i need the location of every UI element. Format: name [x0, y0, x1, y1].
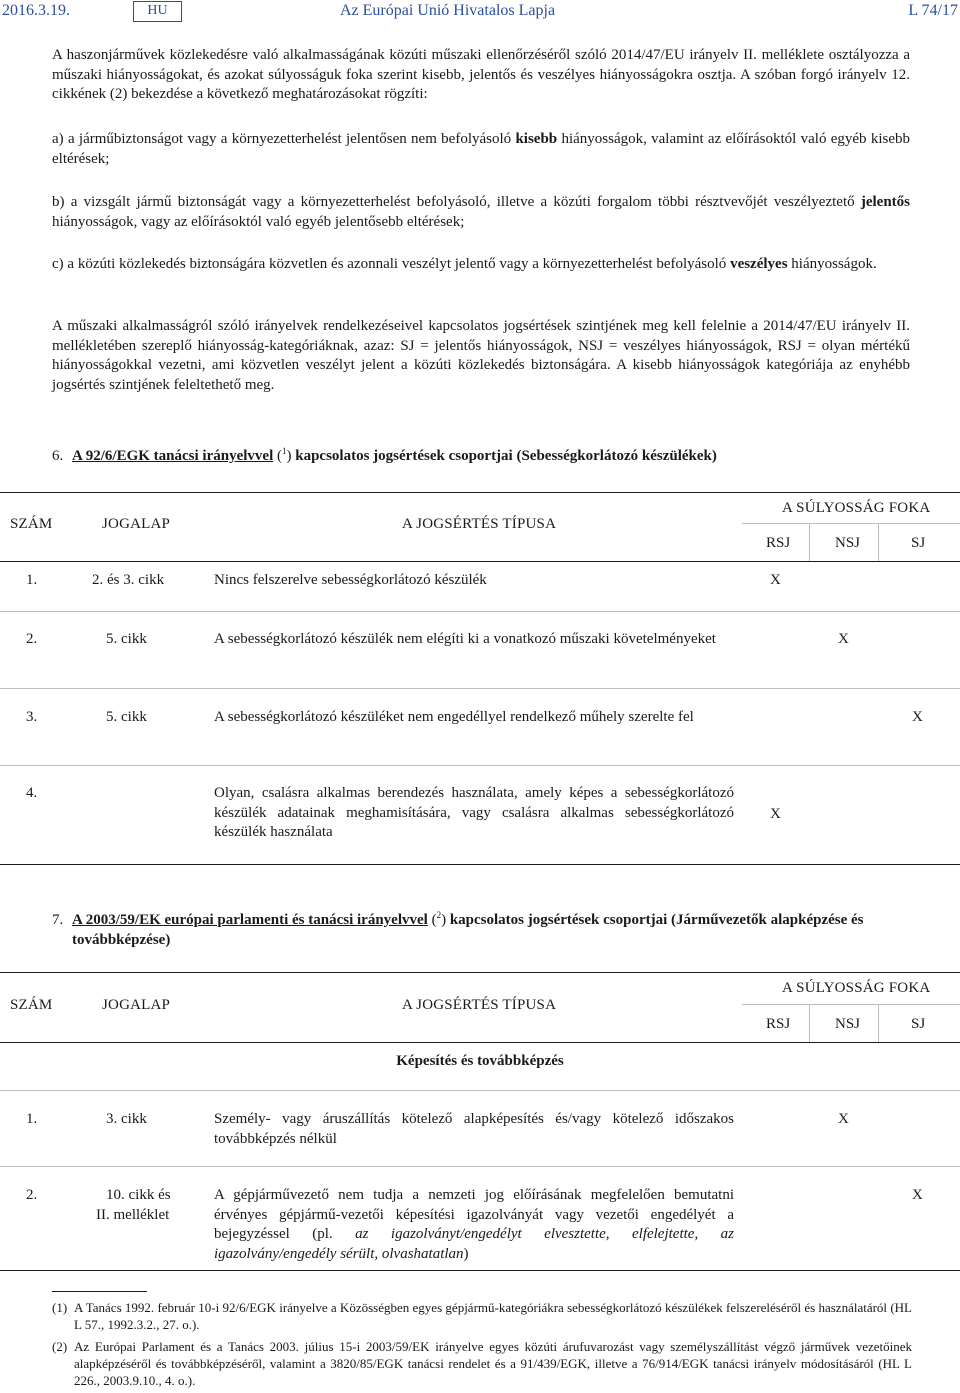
severity-mark-nsj: X [838, 1111, 849, 1127]
row-tipus: A sebességkorlátozó készüléket nem engedéllyel rendelkező műhely szerelte fel [214, 709, 694, 725]
footnote-ref[interactable]: 1 [282, 446, 287, 456]
footnote-separator [52, 1291, 147, 1292]
row-jogalap: 5. cikk [106, 709, 147, 725]
row-jogalap: 3. cikk [106, 1111, 147, 1127]
table-rule [0, 1270, 960, 1271]
col-header-nsj: NSJ [835, 535, 861, 551]
item-label: b) [52, 194, 65, 210]
definition-a [52, 130, 910, 169]
table-rule [0, 972, 960, 973]
row-jogalap-line: 10. cikk és [106, 1187, 171, 1203]
table-rule [0, 492, 960, 493]
intro-paragraph: A haszonjárművek közlekedésre való alkalmasságának közúti műszaki ellenőrzéséről szóló 2014/47/EU irányelv II. melléklete osztályozza a műszaki hiányosságokat, és azokat súlyosságuk foka szerint kisebb, jelentős és veszélyes hiányosságokra osztja. A szóban forgó irányelv 12. cikkének (2) bekezdése a következő meghatározásokat rögzíti: [52, 47, 910, 102]
section-number: 7. [52, 912, 64, 928]
row-tipus: Személy- vagy áruszállítás kötelező alapképesítés és/vagy kötelező időszakos továbbképzés nélkül [214, 1111, 734, 1147]
page-number: L 74/17 [908, 2, 958, 19]
col-header-rsj: RSJ [766, 535, 791, 551]
col-header-tipus: A JOGSÉRTÉS TÍPUSA [402, 997, 557, 1013]
row-tipus: Olyan, csalásra alkalmas berendezés használata, amely képes a sebességkorlátozó készülék adatainak meghamisítására, vagy csalásra alkalmas sebességkorlátozó készülék használata [214, 785, 734, 840]
table-rule [0, 864, 960, 865]
header-subrule [742, 1004, 960, 1005]
row-divider [0, 765, 960, 766]
col-header-nsj: NSJ [835, 1016, 861, 1032]
section-number: 6. [52, 448, 64, 464]
publication-date: 2016.3.19. [2, 2, 70, 19]
definition-c [52, 255, 910, 275]
severity-mark-nsj: X [838, 631, 849, 647]
page-header [0, 0, 960, 24]
directive-link[interactable]: A 2003/59/EK európai parlamenti és tanácsi irányelvvel [72, 912, 428, 928]
journal-title: Az Európai Unió Hivatalos Lapja [340, 2, 556, 19]
severity-mark-sj: X [912, 709, 923, 725]
item-text-pre: a vizsgált jármű biztonságát vagy a környezetterhelést befolyásoló, illetve a közúti forgalom többi résztvevőjét veszélyeztető [70, 194, 861, 210]
item-text-bold: kisebb [515, 131, 558, 147]
row-jogalap [96, 1186, 206, 1225]
col-header-jogalap: JOGALAP [102, 997, 171, 1013]
col-header-tipus: A JOGSÉRTÉS TÍPUSA [402, 516, 557, 532]
col-header-szam: SZÁM [10, 516, 53, 532]
severity-mark-rsj: X [770, 572, 781, 588]
row-tipus: A sebességkorlátozó készülék nem elégíti ki a vonatkozó műszaki követelményeket [214, 631, 716, 647]
row-jogalap: 5. cikk [106, 631, 147, 647]
header-divider [878, 524, 879, 561]
row-tipus-pre: A gépjárművezető nem tudja a nemzeti jog előírásának megfelelően bemutatni érvényes gépjármű-vezetői képesítési igazolványát vagy vezetői engedélyét a bejegyzéssel (pl. [214, 1187, 734, 1242]
col-header-jogalap: JOGALAP [102, 516, 171, 532]
table-subheader: Képesítés és továbbképzés [396, 1053, 564, 1069]
table-rule [0, 1042, 960, 1043]
col-header-szam: SZÁM [10, 997, 53, 1013]
row-divider [0, 1090, 960, 1091]
footnote-text: A Tanács 1992. február 10-i 92/6/EGK irányelve a Közösségben egyes gépjármű-kategóriákra sebességkorlátozó készülékek felszereléséről és használatáról (HL L 57., 1992.3.2., 27. o.). [74, 1300, 912, 1332]
footnote-2 [52, 1338, 912, 1389]
section-6-title: 6. A 92/6/EGK tanácsi irányelvvel ($^1$) kapcsolatos jogsértések csoportjai (Sebességkorlátozó készülékek) [52, 447, 912, 467]
row-divider [0, 611, 960, 612]
item-label: a) [52, 131, 64, 147]
col-header-sj: SJ [911, 535, 926, 551]
item-label: c) [52, 256, 64, 272]
row-divider [0, 688, 960, 689]
col-header-rsj: RSJ [766, 1016, 791, 1032]
header-divider [809, 524, 810, 561]
row-tipus [214, 1186, 734, 1264]
header-divider [809, 1005, 810, 1042]
section-title-text: kapcsolatos jogsértések csoportjai (Járművezetők alapképzése és továbbképzése) [72, 912, 864, 948]
row-szam: 3. [26, 709, 38, 725]
directive-link[interactable]: A 92/6/EGK tanácsi irányelvvel [72, 448, 274, 464]
header-subrule [742, 523, 960, 524]
section-7-title: 7. A 2003/59/EK európai parlamenti és tanácsi irányelvvel ($^2$) kapcsolatos jogsértések csoportjai (Járművezetők alapképzése és továbbképzése) [52, 910, 864, 948]
item-text-bold: jelentős [860, 194, 911, 210]
col-header-foka: A SÚLYOSSÁG FOKA [782, 500, 931, 516]
row-jogalap-line: II. melléklet [96, 1206, 170, 1223]
item-text-post: hiányosságok. [787, 256, 877, 272]
item-text-pre: a járműbiztonságot vagy a környezetterhelést jelentősen nem befolyásoló [67, 131, 516, 147]
footnote-1 [52, 1299, 912, 1333]
item-text-pre: a közúti közlekedés biztonságára közvetlen és azonnali veszélyt jelentő vagy a környezetterhelést befolyásoló [67, 256, 731, 272]
row-szam: 2. [26, 631, 38, 647]
row-szam: 1. [26, 572, 38, 588]
item-text-bold: veszélyes [730, 256, 788, 272]
row-szam: 2. [26, 1187, 38, 1203]
row-tipus: Nincs felszerelve sebességkorlátozó készülék [214, 572, 487, 588]
row-szam: 4. [26, 785, 38, 801]
language-badge: HU [133, 1, 182, 22]
severity-mark-sj: X [912, 1187, 923, 1203]
footnote-mark: (1) [52, 1300, 68, 1315]
section-title-text: kapcsolatos jogsértések csoportjai (Sebességkorlátozó készülékek) [291, 448, 717, 464]
row-jogalap: 2. és 3. cikk [92, 572, 165, 588]
col-header-foka: A SÚLYOSSÁG FOKA [782, 980, 931, 996]
definition-b [52, 193, 910, 232]
item-text-post: hiányosságok, vagy az előírásoktól való egyéb jelentősebb eltérések; [52, 213, 465, 230]
item-text-post: hiányosságok, valamint az előírásoktól való egyéb kisebb eltérések; [52, 131, 911, 167]
closing-paragraph: A műszaki alkalmasságról szóló irányelvek rendelkezéseivel kapcsolatos jogsértések szintjének meg kell felelnie a 2014/47/EU irányelv II. mellékletében szereplő hiányosság-kategóriáknak, azaz: SJ = jelentős hiányosságok, NSJ = veszélyes hiányosságok, RSJ = olyan mértékű hiányosságokkal vezetni, ami közvetlen veszélyt jelent a közúti közlekedés biztonságára. A kisebb hiányosságok kategóriája az enyhébb jogsértés szintjének feleltethető meg. [52, 318, 910, 393]
header-divider [878, 1005, 879, 1042]
footnote-mark: (2) [52, 1339, 68, 1354]
table-rule [0, 561, 960, 562]
severity-mark-rsj: X [770, 806, 781, 822]
col-header-sj: SJ [911, 1016, 926, 1032]
footnote-text: Az Európai Parlament és a Tanács 2003. július 15-i 2003/59/EK irányelve egyes közúti árufuvarozást vagy személyszállítást végző járművek vezetőinek alapképzéséről és továbbképzéséről, valamint a 3820/85/EGK tanácsi rendelet és a 91/439/EGK, illetve a 76/914/EGK tanácsi irányelv módosításáról (HL L 226., 2003.9.10., 4. o.). [74, 1339, 912, 1388]
row-tipus-post: ) [463, 1245, 469, 1262]
row-tipus-italic: az igazolványt/engedélyt elvesztette, elfelejtette, az igazolvány/engedély sérült, olvashatatlan [214, 1226, 734, 1262]
row-szam: 1. [26, 1111, 38, 1127]
footnote-ref[interactable]: 2 [436, 910, 442, 920]
row-divider [0, 1166, 960, 1167]
